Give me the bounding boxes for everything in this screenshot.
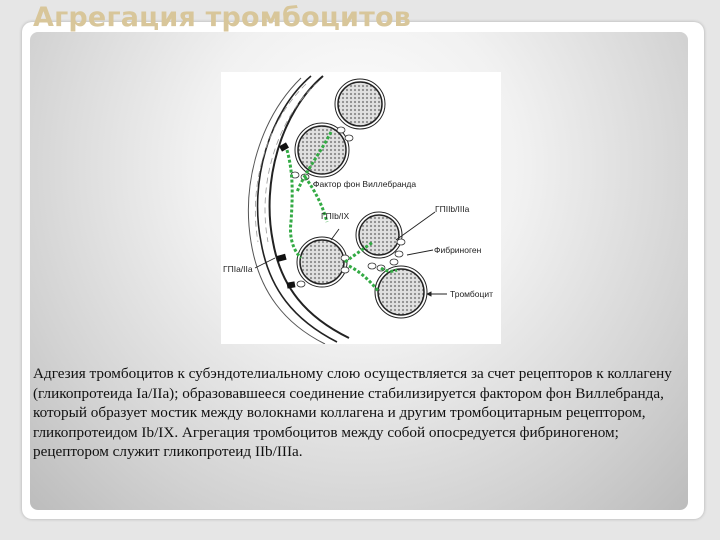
platelet-bottom	[375, 266, 427, 318]
label-gp-ib-ix: ГПIb/IX	[321, 211, 350, 221]
label-gp-ia-iia: ГПIa/IIa	[223, 264, 253, 274]
platelet-diagram	[221, 72, 501, 344]
platelet-lower	[297, 237, 347, 287]
vessel-wall	[248, 76, 349, 344]
label-fibrinogen: Фибриноген	[434, 245, 482, 255]
slide-title: Агрегация тромбоцитов	[33, 2, 412, 33]
label-vwf: Фактор фон Виллебранда	[313, 179, 417, 189]
slide-body-text: Адгезия тромбоцитов к субэндотелиальному слою осуществляется за счет рецепторов к коллагену (гликопротеида Ia/IIa); образовавшееся соединение стабилизируется фактором фон Виллебранда, который образует мостик между волокнами коллагена и другим тромбоцитарным рецептором, гликопротеидом Ib/IX. Агрегация тромбоцитов между собой опосредуется фибриногеном; рецептором служит гликопротеид IIb/IIIa.	[33, 365, 672, 460]
label-gp-iib-iiia: ГПIIb/IIIa	[435, 204, 470, 214]
platelet-top	[335, 79, 385, 129]
platelet-middle	[356, 212, 402, 258]
label-platelet: Тромбоцит	[450, 289, 494, 299]
